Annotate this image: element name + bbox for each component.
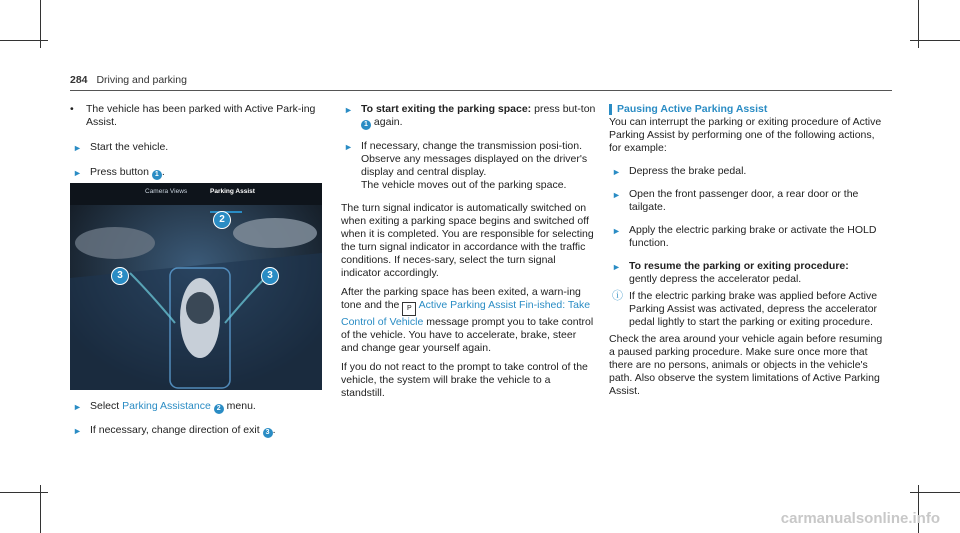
note-text: If the electric parking brake was applied before Active Parking Assist was activated, depress the accelerator pedal lightly to start the parking or exiting procedure. [629, 290, 878, 328]
step-arrow-icon: ► [612, 226, 621, 236]
step-heading: To resume the parking or exiting procedure: [629, 260, 849, 272]
step-suffix: . [161, 166, 165, 178]
step-text: press but-ton [534, 103, 596, 115]
column-1-lower [70, 400, 320, 438]
callout-3-icon: 3 [263, 428, 273, 438]
step-arrow-icon: ► [73, 168, 82, 178]
step-text: If necessary, change direction of exit [90, 424, 260, 436]
crop-mark [910, 40, 960, 41]
step-text: Apply the electric parking brake or activate the HOLD function. [629, 224, 877, 249]
bullet-text: The vehicle has been parked with Active Park-ing Assist. [86, 103, 316, 128]
crop-mark [910, 492, 960, 493]
step-text: again. [373, 116, 403, 128]
message-link: Active Parking Assist Fin-ished: Take Control of Vehicle [341, 299, 591, 328]
paragraph: You can interrupt the parking or exiting procedure of Active Parking Assist by performing one of the following actions, for example: [609, 116, 882, 154]
step-arrow-icon: ► [612, 167, 621, 177]
step-text: Open the front passenger door, a rear door or the tailgate. [629, 188, 859, 213]
step-arrow-icon: ► [612, 262, 621, 272]
step-arrow-icon: ► [73, 402, 82, 412]
crop-mark [0, 492, 48, 493]
step-suffix: menu. [226, 400, 256, 412]
watermark: carmanualsonline.info [780, 510, 940, 527]
parking-assistance-link: Parking Assistance [122, 400, 211, 412]
info-icon: ⓘ [612, 290, 623, 302]
bullet-icon: • [70, 103, 74, 115]
step-text: Press button [90, 166, 149, 178]
step-arrow-icon: ► [344, 105, 353, 115]
section-heading: Pausing Active Parking Assist [609, 103, 889, 116]
callout-2-icon: 2 [214, 404, 224, 414]
step-text: gently depress the accelerator pedal. [629, 273, 802, 285]
parking-assist-icon: P [402, 302, 416, 316]
figure-tab-parking-assist: Parking Assist [210, 188, 255, 195]
step-arrow-icon: ► [73, 426, 82, 436]
page-number: 284 [70, 74, 88, 86]
paragraph: If you do not react to the prompt to take control of the vehicle, the system will brake the vehicle to a standstill. [341, 361, 588, 399]
page-header [70, 74, 187, 86]
section-title: Driving and parking [96, 74, 187, 86]
paragraph: Check the area around your vehicle again before resuming a paused parking procedure. Make sure once more that there are no persons, animals or objects in the vehicle's path. Also observe the system limitations of Active Parking Assist. [609, 333, 883, 397]
step-heading: To start exiting the parking space: [361, 103, 532, 115]
callout-1-icon: 1 [152, 170, 162, 180]
callout-1-icon: 1 [361, 120, 371, 130]
column-2 [341, 103, 596, 400]
column-3 [609, 103, 889, 398]
step-arrow-icon: ► [73, 143, 82, 153]
step-text: Depress the brake pedal. [629, 165, 747, 177]
parking-illustration [70, 183, 322, 390]
step-text: If necessary, change the transmission posi-tion. Observe any messages displayed on the driver's display and central display. [361, 140, 588, 178]
callout-3-icon: 3 [111, 267, 129, 285]
column-1 [70, 103, 320, 180]
crop-mark [0, 40, 48, 41]
step-arrow-icon: ► [344, 142, 353, 152]
paragraph-text: After the parking space has been exited, a warn-ing tone and the [341, 286, 581, 311]
header-divider [70, 90, 892, 91]
step-text: Select [90, 400, 120, 412]
callout-2-icon: 2 [213, 211, 231, 229]
paragraph [341, 286, 596, 355]
callout-3-icon: 3 [261, 267, 279, 285]
step-arrow-icon: ► [612, 190, 621, 200]
step-result: The vehicle moves out of the parking space. [361, 179, 567, 191]
step-suffix: . [272, 424, 276, 436]
paragraph: The turn signal indicator is automatically switched on when exiting a parking space begins and switched off when it is completed. You are responsible for selecting the turn signal indicator in accordance with the traffic conditions. If neces-sary, select the turn signal indicator accordingly. [341, 202, 594, 279]
paragraph-text: message prompt you to take control of the vehicle. You have to accelerate, brake, steer and change gear yourself again. [341, 316, 594, 354]
step-text: Start the vehicle. [90, 141, 169, 153]
figure-tab-camera-views: Camera Views [145, 188, 188, 195]
parking-assist-figure [70, 183, 322, 390]
